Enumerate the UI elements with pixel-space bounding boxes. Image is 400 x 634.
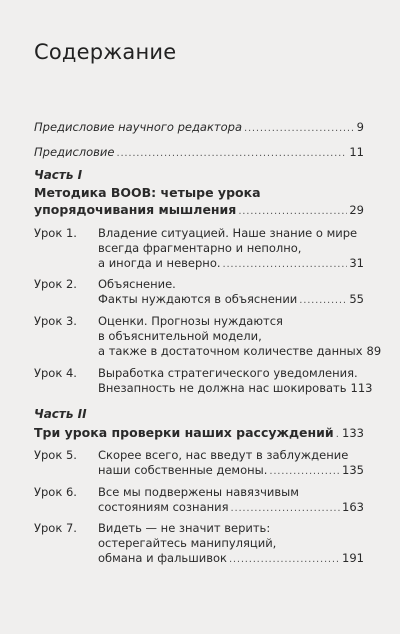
lesson-3-line-2: в объяснительной модели, [98, 329, 262, 343]
lesson-3-line-3: а также в достаточном количестве данных [98, 344, 363, 358]
lesson-3-line-1: Оценки. Прогнозы нуждаются [98, 314, 283, 328]
lesson-1-label: Урок 1. [34, 226, 77, 240]
lesson-1-line-1: Владение ситуацией. Наше знание о мире [98, 226, 358, 240]
leader-dots [336, 426, 340, 442]
lesson-6-line-1: Все мы подвержены навязчивым [98, 485, 299, 499]
lesson-2-line-1: Объяснение. [98, 277, 176, 291]
toc-page-number: 9 [356, 120, 364, 134]
lesson-1-line-2: всегда фрагментарно и неполно, [98, 241, 302, 255]
toc-entry-part-2[interactable] [34, 425, 364, 442]
page-title: Содержание [34, 40, 177, 64]
toc-entry-part-1[interactable] [34, 202, 364, 219]
toc-entry-lesson-3[interactable] [98, 344, 382, 360]
lesson-5-label: Урок 5. [34, 448, 77, 462]
lesson-5-line-2: наши собственные демоны. [98, 463, 268, 477]
toc-entry-lesson-2[interactable] [98, 292, 364, 308]
part-1-label [34, 168, 364, 183]
toc-entry-label: Предисловие научного редактора [34, 120, 242, 134]
leader-dots [299, 292, 347, 308]
toc-entry-lesson-7[interactable] [98, 551, 364, 567]
lesson-3-label: Урок 3. [34, 314, 77, 328]
lesson-7-line-1: Видеть — не значит верить: [98, 521, 271, 535]
toc-page-number: 191 [342, 551, 364, 565]
leader-dots [269, 463, 340, 479]
toc-entry-label: Предисловие [34, 145, 115, 159]
part-2-title: Три урока проверки наших рассуждений [34, 425, 334, 440]
lesson-1-line-3: а иногда и неверно. [98, 256, 221, 270]
part-label-text: Часть I [34, 168, 83, 182]
toc-entry-lesson-5[interactable] [98, 463, 364, 479]
lesson-6-label: Урок 6. [34, 485, 77, 499]
lesson-2-label: Урок 2. [34, 277, 77, 291]
toc-page-number: 11 [349, 145, 364, 159]
toc-page-number: 135 [342, 463, 364, 477]
toc-entry-lesson-4[interactable] [98, 381, 373, 397]
leader-dots [238, 203, 347, 219]
part-1-title-line1: Методика BOOB: четыре урока [34, 185, 261, 200]
toc-page-number: 133 [342, 426, 364, 440]
toc-page-number: 31 [349, 256, 364, 270]
leader-dots [231, 500, 341, 516]
toc-page-number: 55 [349, 292, 364, 306]
lesson-7-label: Урок 7. [34, 521, 77, 535]
leader-dots [244, 120, 355, 136]
leader-dots [229, 551, 340, 567]
toc-entry-preface[interactable] [34, 145, 364, 161]
part-1-title-line2: упорядочивания мышления [34, 202, 237, 217]
lesson-4-line-1: Выработка стратегического уведомления. [98, 366, 358, 380]
lesson-7-line-3: обмана и фальшивок [98, 551, 227, 565]
lesson-2-line-2: Факты нуждаются в объяснении [98, 292, 298, 306]
toc-page-number: 89 [366, 344, 382, 358]
lesson-7-line-2: остерегайтесь манипуляций, [98, 536, 277, 550]
lesson-4-label: Урок 4. [34, 366, 77, 380]
leader-dots [116, 145, 347, 161]
toc-page-number: 113 [350, 381, 373, 395]
toc-entry-lesson-6[interactable] [98, 500, 364, 516]
part-2-label [34, 407, 364, 422]
lesson-4-line-2: Внезапность не должна нас шокировать [98, 381, 347, 395]
toc-page-number: 29 [349, 203, 364, 217]
lesson-6-line-2: состояниям сознания [98, 500, 229, 514]
part-label-text: Часть II [34, 407, 87, 421]
toc-entry-editor-preface[interactable] [34, 120, 364, 136]
toc-entry-lesson-1[interactable] [98, 256, 364, 272]
leader-dots [223, 256, 348, 272]
toc-page-number: 163 [342, 500, 364, 514]
lesson-5-line-1: Скорее всего, нас введут в заблуждение [98, 448, 349, 462]
